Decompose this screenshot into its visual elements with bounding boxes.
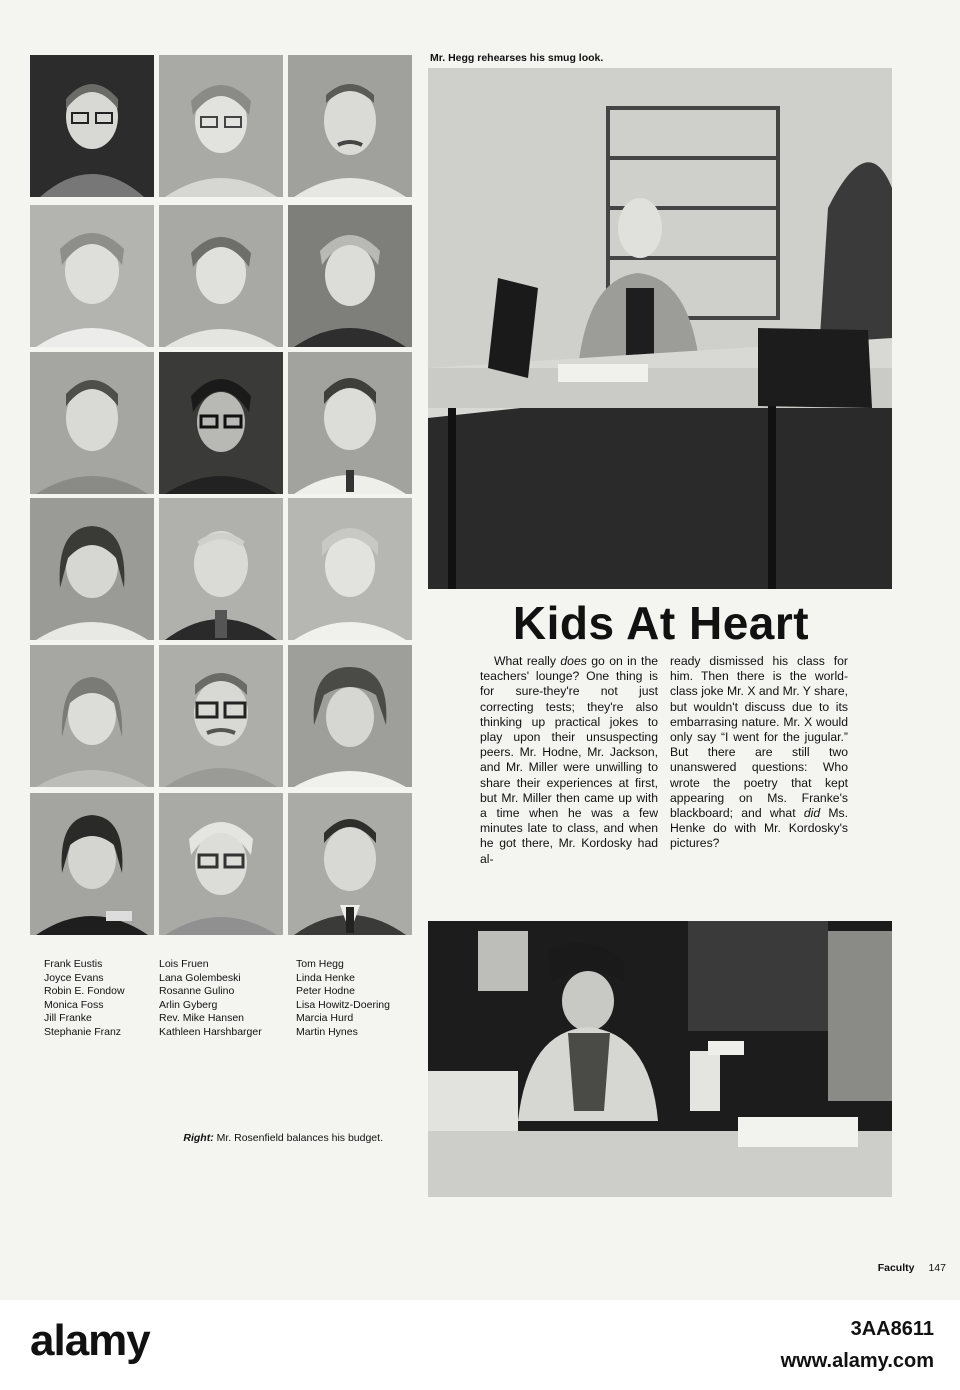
article-text: go on in the teachers' lounge? One thing is for sure-they're not just correcting tests; they're also thinking up practical jokes to play upon their unsuspecting peers. Mr. Hodne, Mr. Jackson, and Mr. Miller were unwilling to share their experiences at first, but Mr. Miller then came up with a time when he was a few minutes late to class, and when he got there, Mr. Kordosky had al- [480,654,658,866]
portrait-photo [159,352,283,494]
portrait-photo [30,352,154,494]
portrait-photo [30,645,154,787]
faculty-name: Robin E. Fondow [44,985,125,998]
faculty-name: Marcia Hurd [296,1012,354,1025]
portrait-photo [30,498,154,640]
article-emphasis: did [803,806,821,821]
faculty-name: Lois Fruen [159,958,209,970]
source-url: www.alamy.com [780,1350,934,1372]
folio-page-number: 147 [928,1262,946,1274]
portrait-photo [288,205,412,347]
portrait-photo [30,205,154,347]
faculty-name: Lisa Howitz-Doering [296,998,390,1011]
teacher-budget-photo [428,921,892,1197]
folio-section: Faculty [877,1262,915,1274]
image-id: 3AA8611 [850,1318,934,1340]
faculty-name: Frank Eustis [44,958,103,970]
portrait-photo [159,55,283,197]
faculty-name: Linda Henke [296,971,355,984]
faculty-name: Monica Foss [44,998,104,1011]
faculty-name: Tom Hegg [296,958,344,970]
names-column-3 [296,958,390,1040]
article-column-1 [480,654,658,867]
article-emphasis: does [560,654,587,668]
portrait-photo [159,793,283,935]
portrait-photo [30,793,154,935]
faculty-name: Rev. Mike Hansen [159,1012,245,1025]
faculty-name: Lana Golembeski [159,971,241,984]
faculty-name: Peter Hodne [296,985,355,998]
faculty-name: Kathleen Harshbarger [159,1025,262,1038]
article-headline: Kids At Heart [512,597,810,649]
article-text: ready dismissed his class for him. Then there is the world-class joke Mr. X and Mr. Y share, but wouldn't discuss due to its embarrasing nature. Mr. X would only say “I went for the jugular.” But there are still two unanswered questions: Who wrote the poetry that kept appearing on Ms. Franke's blackboard; and what [670,654,848,821]
portrait-photo [288,498,412,640]
caption-text: Mr. Rosenfield balances his budget. [213,1132,383,1144]
photo-caption-bottom [183,1132,383,1144]
names-column-1 [44,958,125,1040]
portrait-photo [288,352,412,494]
teacher-desk-photo [428,68,892,589]
photo-caption-top: Mr. Hegg rehearses his smug look. [430,52,604,64]
article-column-2 [670,654,848,852]
page-folio [878,1262,946,1274]
portrait-photo [288,55,412,197]
portrait-photo [159,205,283,347]
article-text: Ms. Henke do with Mr. Kordosky's pictures? [670,806,848,851]
faculty-name: Martin Hynes [296,1025,358,1038]
caption-lead: Right: [183,1132,214,1144]
portrait-photo [288,645,412,787]
names-column-2 [159,958,262,1040]
alamy-logo: alamy [30,1316,150,1365]
portrait-photo [159,645,283,787]
faculty-name: Stephanie Franz [44,1025,122,1038]
faculty-name: Joyce Evans [44,971,104,984]
faculty-name: Jill Franke [44,1012,92,1025]
portrait-photo [288,793,412,935]
portrait-photo [30,55,154,197]
faculty-name: Rosanne Gulino [159,985,235,998]
article-text: What really [494,654,561,668]
faculty-name: Arlin Gyberg [159,998,218,1011]
portrait-photo [159,498,283,640]
